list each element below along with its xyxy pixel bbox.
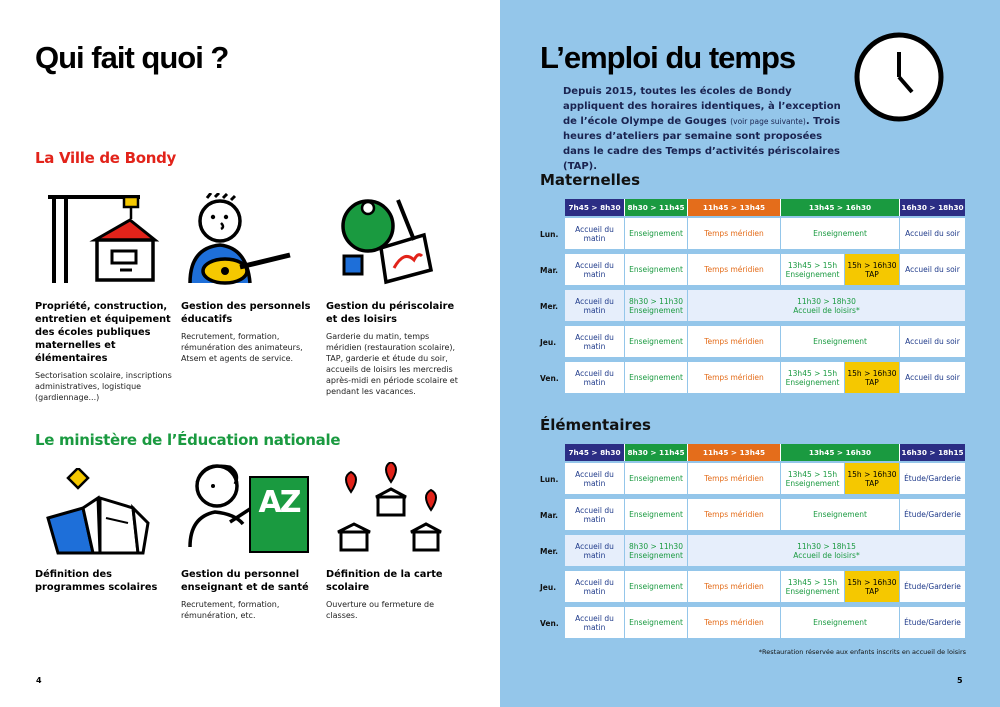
table-row bbox=[565, 463, 965, 494]
table-cell: Étude/Garderie bbox=[904, 618, 961, 627]
column-header: 7h45 > 8h30 bbox=[565, 199, 625, 216]
table-cell: Étude/Garderie bbox=[904, 474, 961, 483]
intro-text: Depuis 2015, toutes les écoles de Bondy appliquent des horaires identiques, à l’exception de l’école Olympe de Gouges (voir page suivante). Trois heures d’ateliers par semaine sont proposées dans le cadre des Temps d’activités périscolaires (TAP). bbox=[563, 86, 841, 172]
table-cell: Étude/Garderie bbox=[904, 510, 961, 519]
teacher-icon bbox=[185, 462, 315, 557]
table-cell: Enseignement bbox=[625, 499, 688, 530]
table-cell: Temps méridien bbox=[688, 326, 781, 357]
table-cell: Temps méridien bbox=[688, 499, 781, 530]
table-row bbox=[565, 290, 965, 321]
item-min-2: Gestion du personnel enseignant et de santé Recrutement, formation, rémunération, etc. bbox=[181, 569, 309, 620]
table-cell: 8h30 > 11h30 Enseignement bbox=[625, 290, 688, 321]
leisure-icon bbox=[336, 190, 446, 285]
page-title-left: Qui fait quoi ? bbox=[35, 40, 229, 75]
table-cell: Temps méridien bbox=[688, 254, 781, 285]
table-cell: Accueil du soir bbox=[905, 229, 960, 238]
guitar-person-icon bbox=[185, 193, 300, 288]
table-row bbox=[565, 607, 965, 638]
table-cell: 13h45 > 15h Enseignement bbox=[781, 571, 845, 602]
table-row bbox=[565, 362, 965, 393]
table-cell: 13h45 > 15h Enseignement bbox=[781, 254, 845, 285]
column-header: 13h45 > 16h30 bbox=[781, 199, 900, 216]
item-ville-3: Gestion du périscolaire et des loisirs Garderie du matin, temps méridien (restauration scolaire), TAP, garderie et étude du soir, accueils de loisirs les mercredis après-midi en période scolaire et pendant les vacances. bbox=[326, 301, 458, 396]
page-number-right: 5 bbox=[957, 676, 963, 685]
table-cell: Temps méridien bbox=[688, 362, 781, 393]
table-cell: Enseignement bbox=[625, 326, 688, 357]
table-cell: Enseignement bbox=[625, 218, 688, 249]
table-cell: Accueil du soir bbox=[905, 265, 960, 274]
table-cell: Accueil du matin bbox=[565, 607, 625, 638]
column-header: 11h45 > 13h45 bbox=[688, 444, 781, 461]
table-cell: Temps méridien bbox=[688, 218, 781, 249]
elementaires-header bbox=[565, 444, 965, 461]
table-cell: Accueil du matin bbox=[565, 326, 625, 357]
table-cell: 13h45 > 15h Enseignement bbox=[781, 362, 845, 393]
table-cell: Enseignement bbox=[625, 571, 688, 602]
item-ville-1: Propriété, construction, entretien et équipement des écoles publiques maternelles et élémentaires Sectorisation scolaire, inscriptions administratives, logistique (gardiennage...) bbox=[35, 301, 172, 402]
column-header: 8h30 > 11h45 bbox=[625, 199, 688, 216]
table-row bbox=[565, 326, 965, 357]
item-min-3: Définition de la carte scolaire Ouverture ou fermeture de classes. bbox=[326, 569, 443, 620]
elementaires-title: Élémentaires bbox=[540, 416, 651, 434]
column-header: 8h30 > 11h45 bbox=[625, 444, 688, 461]
table-row bbox=[565, 535, 965, 566]
maternelles-title: Maternelles bbox=[540, 171, 641, 189]
table-cell: 8h30 > 11h30 Enseignement bbox=[625, 535, 688, 566]
table-cell: 11h30 > 18h15 Accueil de loisirs* bbox=[688, 535, 965, 566]
table-cell: Accueil du matin bbox=[565, 362, 625, 393]
column-header: 7h45 > 8h30 bbox=[565, 444, 625, 461]
table-cell: Accueil du matin bbox=[565, 290, 625, 321]
table-cell: Accueil du matin bbox=[565, 571, 625, 602]
table-cell: Enseignement bbox=[781, 218, 900, 249]
table-cell: Temps méridien bbox=[688, 607, 781, 638]
table-cell: Accueil du soir bbox=[905, 337, 960, 346]
az-board-text: AZ bbox=[258, 485, 300, 520]
table-cell: Enseignement bbox=[625, 463, 688, 494]
clock-icon bbox=[852, 30, 947, 125]
maternelles-header bbox=[565, 199, 965, 216]
column-header: 11h45 > 13h45 bbox=[688, 199, 781, 216]
table-cell: 15h > 16h30 TAP bbox=[845, 254, 900, 285]
day-label: Lun. bbox=[540, 230, 559, 239]
table-cell: Accueil du matin bbox=[565, 254, 625, 285]
column-header: 16h30 > 18h30 bbox=[900, 199, 965, 216]
item-ville-2: Gestion des personnels éducatifs Recrutement, formation, rémunération des animateurs, Atsem et agents de service. bbox=[181, 301, 311, 363]
section-ministere: Le ministère de l’Éducation nationale bbox=[35, 431, 341, 449]
column-header: 13h45 > 16h30 bbox=[781, 444, 900, 461]
table-cell: Enseignement bbox=[625, 254, 688, 285]
table-cell: Accueil du matin bbox=[565, 535, 625, 566]
page-title-right: L’emploi du temps bbox=[540, 40, 796, 75]
table-cell: 15h > 16h30 TAP bbox=[845, 571, 900, 602]
table-cell: Accueil du matin bbox=[565, 218, 625, 249]
table-cell: Enseignement bbox=[781, 607, 900, 638]
table-cell: 11h30 > 18h30 Accueil de loisirs* bbox=[688, 290, 965, 321]
table-cell: 15h > 16h30 TAP bbox=[845, 463, 900, 494]
table-row bbox=[565, 499, 965, 530]
table-cell: 13h45 > 15h Enseignement bbox=[781, 463, 845, 494]
table-cell: Enseignement bbox=[625, 607, 688, 638]
table-cell: Accueil du matin bbox=[565, 463, 625, 494]
table-cell: Temps méridien bbox=[688, 571, 781, 602]
table-cell: Accueil du soir bbox=[905, 373, 960, 382]
table-cell: 15h > 16h30 TAP bbox=[845, 362, 900, 393]
table-cell: Étude/Garderie bbox=[904, 582, 961, 591]
table-cell: Enseignement bbox=[625, 362, 688, 393]
book-icon bbox=[38, 468, 158, 558]
table-cell: Accueil du matin bbox=[565, 499, 625, 530]
footnote: *Restauration réservée aux enfants inscrits en accueil de loisirs bbox=[758, 648, 966, 656]
page-number-left: 4 bbox=[36, 676, 42, 685]
table-cell: Temps méridien bbox=[688, 463, 781, 494]
building-icon bbox=[40, 185, 160, 285]
table-row bbox=[565, 571, 965, 602]
column-header: 16h30 > 18h15 bbox=[900, 444, 965, 461]
table-row bbox=[565, 254, 965, 285]
table-cell: Enseignement bbox=[781, 499, 900, 530]
school-map-icon bbox=[336, 462, 446, 557]
table-row bbox=[565, 218, 965, 249]
table-cell: Enseignement bbox=[781, 326, 900, 357]
section-ville: La Ville de Bondy bbox=[35, 149, 177, 167]
item-min-1: Définition des programmes scolaires bbox=[35, 569, 158, 593]
